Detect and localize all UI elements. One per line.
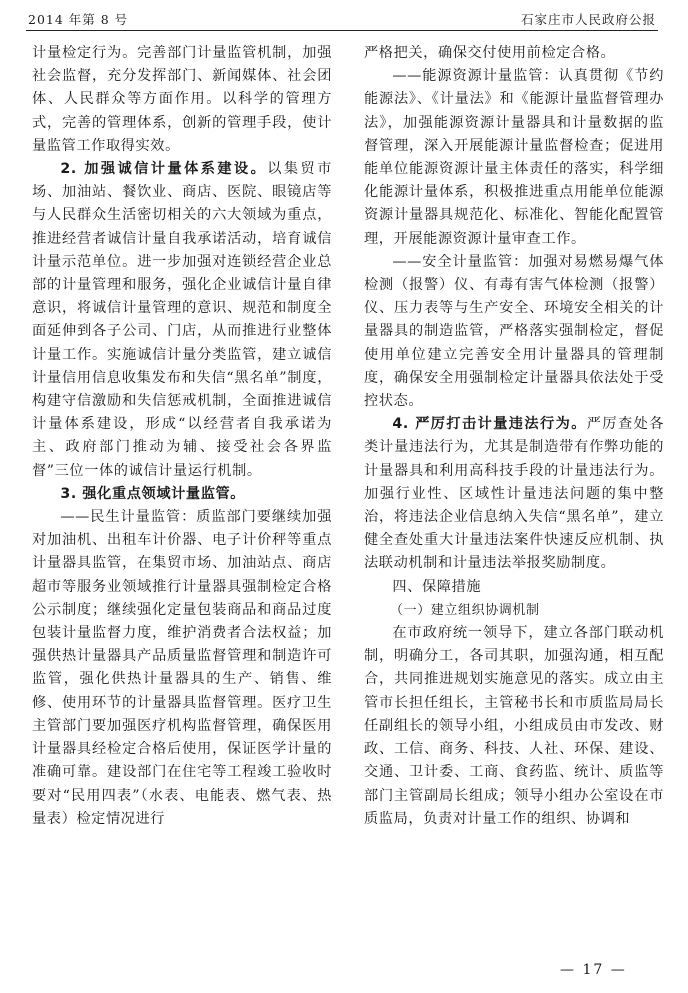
left-column bbox=[32, 42, 332, 831]
publication-title: 石家庄市人民政府公报 bbox=[520, 12, 656, 27]
section-heading: 四、保障措施 bbox=[392, 578, 482, 595]
paragraph: ——民生计量监管：质监部门要继续加强对加油机、出租车计价器、电子计价秤等重点计量器具监管，在集贸市场、加油站点、商店超市等服务业领域推行计量器具强制检定合格公示制度；继续强化定量包装商品和商品过度包装计量监督力度，维护消费者合法权益；加强供热计量器具产品质量监督管理和制造许可监管，强化供热计量器具的生产、销售、维修、使用环节的计量器具监督管理。医疗卫生主管部门要加强医疗机构监督管理，确保医用计量器具经检定合格后使用，保证医学计量的准确可靠。建设部门在住宅等工程竣工验收时要对“民用四表”（水表、电能表、燃气表、热量表）检定情况进行 bbox=[32, 509, 332, 827]
paragraph: 在市政府统一领导下，建立各部门联动机制，明确分工，各司其职，加强沟通，相互配合，共同推进规划实施意见的落实。成立由主管市长担任组长，主管秘书长和市质监局局长任副组长的领导小组，小组成员由市发改、财政、工信、商务、科技、人社、环保、建设、交通、卫计委、工商、食药监、统计、质监等部门主管副局长组成；领导小组办公室设在市质监局，负责对计量工作的组织、协调和 bbox=[364, 625, 664, 827]
paragraph: ——能源资源计量监管：认真贯彻《节约能源法》、《计量法》和《能源计量监督管理办法》，加强能源资源计量器具和计量数据的监督管理，深入开展能源计量监督检查；促进用能单位能源资源计量主体责任的落实，科学细化能源计量体系，积极推进重点用能单位能源资源计量器具规范化、标准化、智能化配置管理，开展能源资源计量审查工作。 bbox=[364, 68, 664, 247]
item-body: 严厉查处各类计量违法行为，尤其是制造带有作弊功能的计量器具和利用高科技手段的计量违法行为。加强行业性、区域性计量违法问题的集中整治，将违法企业信息纳入失信“黑名单”，建立健全查处重大计量违法案件快速反应机制、执法联动机制和计量违法举报奖励制度。 bbox=[364, 416, 664, 572]
page-number: — 17 — bbox=[560, 962, 627, 978]
paragraph bbox=[32, 158, 332, 483]
paragraph: ——安全计量监管：加强对易燃易爆气体检测（报警）仪、有毒有害气体检测（报警）仪、压力表等与生产安全、环境安全相关的计量器具的制造监管，严格落实强制检定，督促使用单位建立完善安全用计量器具的管理制度，确保安全用强制检定计量器具依法处于受控状态。 bbox=[364, 253, 664, 410]
paragraph bbox=[364, 413, 664, 575]
item-heading: 4. 严厉打击计量违法行为。 bbox=[392, 416, 587, 433]
paragraph: 严格把关，确保交付使用前检定合格。 bbox=[364, 45, 616, 61]
page-header bbox=[26, 8, 658, 31]
right-column bbox=[364, 42, 664, 831]
paragraph: 计量检定行为。完善部门计量监管机制，加强社会监督，充分发挥部门、新闻媒体、社会团体、人民群众等方面作用。以科学的管理方式，完善的管理体系，创新的管理手段，使计量监管工作取得实效。 bbox=[32, 45, 332, 154]
item-heading: 3. 强化重点领域计量监管。 bbox=[60, 485, 246, 502]
item-heading: 2. 加强诚信计量体系建设。 bbox=[60, 161, 268, 178]
item-body: 以集贸市场、加油站、餐饮业、商店、医院、眼镜店等与人民群众生活密切相关的六大领域为重点，推进经营者诚信计量自我承诺活动，培育诚信计量示范单位。进一步加强对连锁经营企业总部的计量管理和服务，强化企业诚信计量自律意识，将诚信计量管理的意识、规范和制度全面延伸到各子公司、门店，从而推进行业整体计量工作。实施诚信计量分类监管，建立诚信计量信用信息收集发布和失信“黑名单”制度，构建守信激励和失信惩戒机制，全面推进诚信计量体系建设，形成“以经营者自我承诺为主、政府部门推动为辅、接受社会各界监督”三位一体的诚信计量运行机制。 bbox=[32, 161, 332, 479]
issue-label: 2014 年第 8 号 bbox=[28, 12, 129, 27]
subsection-heading: （一）建立组织协调机制 bbox=[390, 602, 540, 618]
